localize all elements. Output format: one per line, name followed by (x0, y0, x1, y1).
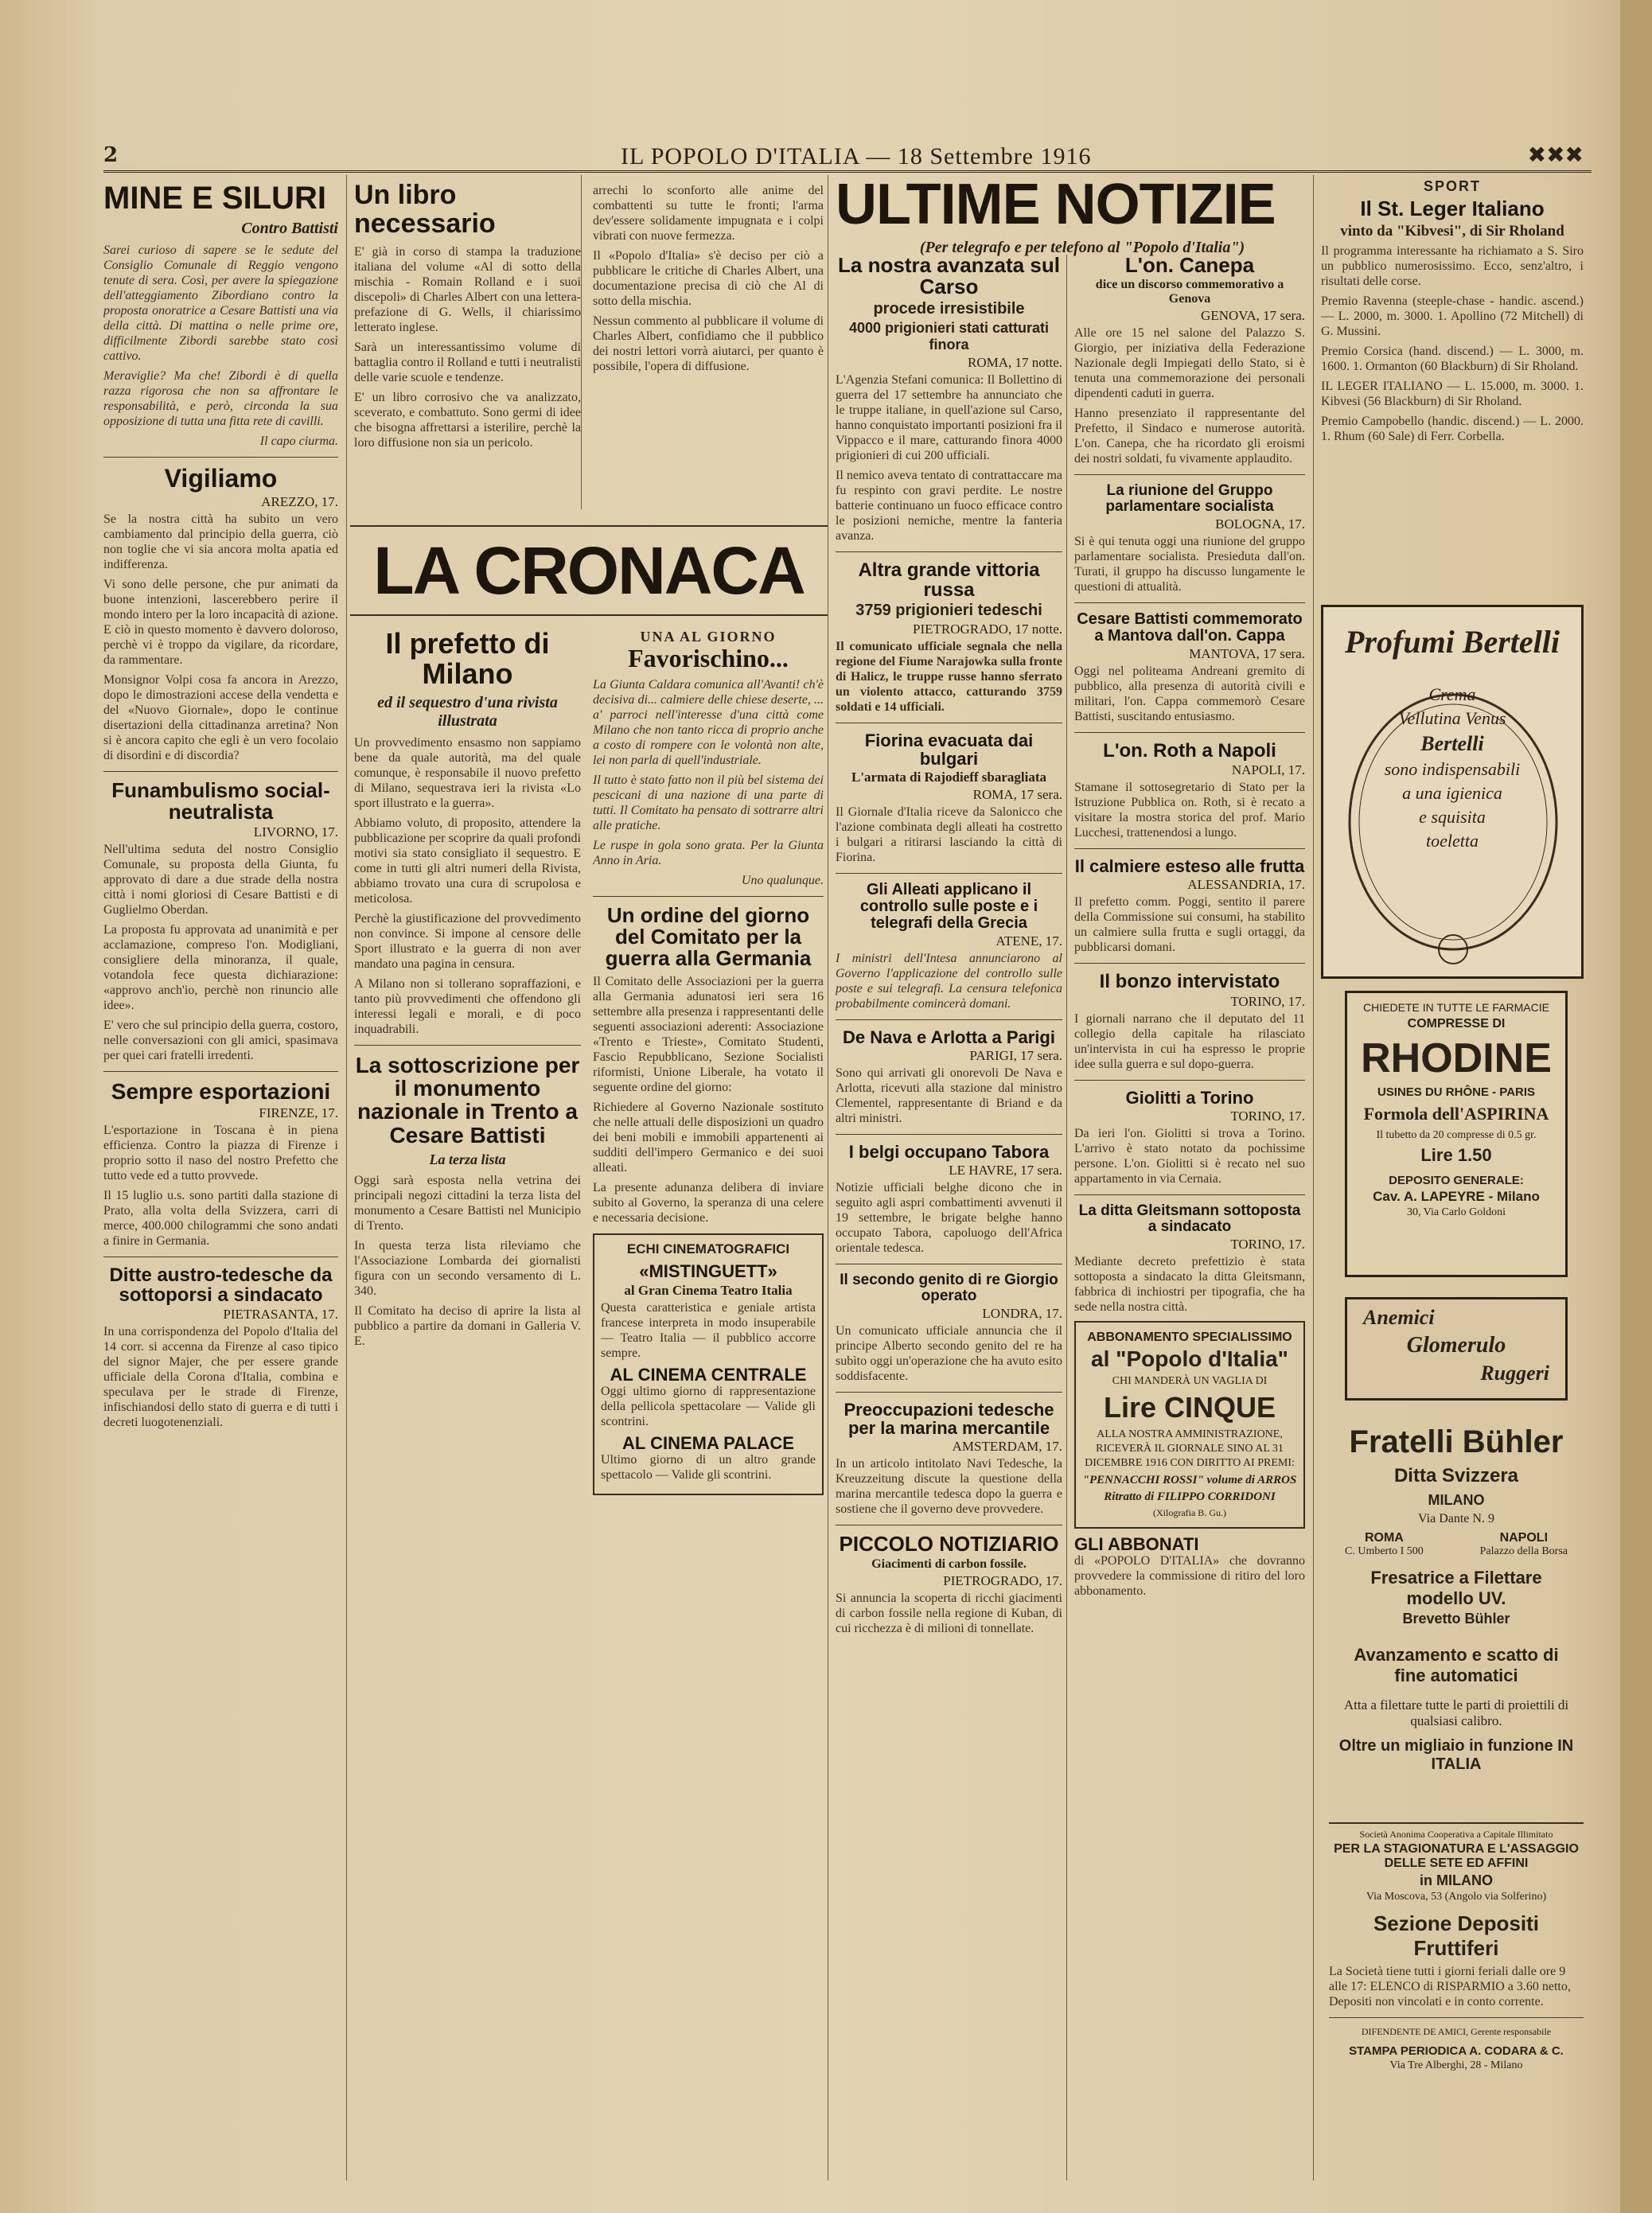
mistinguett-title: «MISTINGUETT» (639, 1261, 777, 1282)
russia-title: Altra grande vittoria russa (858, 559, 1040, 601)
societa-ad (1329, 1822, 1584, 2172)
sottoscrizione-subtitle: La terza lista (429, 1151, 506, 1168)
bonzo-dateline: TORINO, 17. (1230, 993, 1305, 1009)
bertelli-line5: a una igienica (1402, 783, 1502, 803)
prefetto-body-1: Un provvedimento ensasmo non sappiamo bene da quale autorità, ma del quale comunque, è responsabile il nuovo prefetto di Milano, sequestrava ieri la rivista «Lo sport illustrato e la guerra». (354, 735, 581, 810)
battisti-mantova-dateline: MANTOVA, 17 sera. (1189, 646, 1305, 662)
column-5 (1074, 255, 1305, 2180)
abbonamento-price: Lire CINQUE (1103, 1390, 1276, 1424)
vigiliamo-body-1: Se la nostra città ha subito un vero cambiamento dal principio della guerra, ciò non toglie che vi sia ancora molta apatia ed indifferenza. (103, 512, 338, 571)
divider (1329, 2017, 1584, 2018)
prefetto-body-2: Abbiamo voluto, di proposito, attendere la pubblicazione per scoprire da quali profondi motivi sia stato consigliato il sequestro. E come in tutti gli altri numeri della Rivista, abbiamo trovato una cura di scrupolosa e meticolosa. (354, 816, 581, 906)
buhler-napoli-address: Palazzo della Borsa (1479, 1545, 1568, 1557)
buhler-branch-roma (1345, 1528, 1424, 1558)
libro-body-1: E' già in corso di stampa la traduzione italiana del volume «Al di sotto della mischia - Romain Rolland e i suoi discepoli» di Charles Albert con una lettera-prefazione di G. Wells, il chiarissimo letterato inglese. (354, 245, 581, 335)
prefetto-body-4: A Milano non si tollerano sopraffazioni, e tanto più provvedimenti che offendono gli interessi legali e morali, e di poco inquadrabili. (354, 976, 581, 1036)
divider (1074, 848, 1305, 849)
favorischino-signature: Uno qualunque. (741, 873, 824, 887)
anemici-line3: Ruggeri (1480, 1362, 1549, 1385)
roth-body-1: Stamane il sottosegretario di Stato per la Istruzione Pubblica on. Roth, si è recato a visitare la mostra storica del prof. Mario Lucchesi, trattenendosi a lungo. (1074, 781, 1305, 840)
bertelli-line2: Vellutina Venus (1398, 708, 1506, 728)
tabora-body-1: Notizie ufficiali belghe dicono che in seguito agli aspri combattimenti avvenuti il 19 settembre, le brigate belghe hanno occupato Tabora, capoluogo dell'Africa orientale tedesca. (836, 1181, 1062, 1256)
fiorina-deck: L'armata di Rajodieff sbaragliata (851, 769, 1047, 785)
denava-body-1: Sono qui arrivati gli onorevoli De Nava e Arlotta, ricevuti alla stazione dal ministro Clementel, rappresentante di Briand e da altri ministri. (836, 1066, 1062, 1126)
favorischino-body-1: La Giunta Caldara comunica all'Avanti! ch'è decisiva di... calmiere delle chiese deserte, ... a' parroci nell'interesse d'una città come Milano che non tanto ricca di proprio anche a costo di rompere con le volontà non alte, lei non parla di quell'industriale. (593, 677, 824, 767)
sottoscrizione-body-2: In questa terza lista rileviamo che l'Associazione Lombarda dei giornalisti figura con un secondo versamento di L. 340. (354, 1239, 581, 1299)
grecia-body-1: I ministri dell'Intesa annunciarono al Governo l'applicazione del controllo sulle poste e sui telegrafi. La censura telefonica probabilmente comincerà domani. (836, 952, 1062, 1011)
esportazioni-body-2: Il 15 luglio u.s. sono partiti dalla stazione di Prato, alla volta della Svizzera, carri di merce, 400.000 chilogrammi che sono andati a finire in Germania. (103, 1188, 338, 1248)
abbonamento-line4: ALLA NOSTRA AMMINISTRAZIONE, RICEVERÀ IL GIORNALE SINO AL 31 DICEMBRE 1916 CON DIRITTO AI PREMI: (1085, 1428, 1295, 1469)
canepa-body-2: Hanno presenziato il rappresentante del Prefetto, il Sindaco e numerose autorità. L'on. Canepa, che ha ricordato gli eroismi dei nostri soldati, fu vivamente applaudito. (1074, 407, 1305, 466)
ultime-title: ULTIME NOTIZIE (836, 173, 1276, 236)
piccolo-body-1: Si annuncia la scoperta di ricchi giacimenti di carbon fossile nella regione di Kuban, di cui ricchezza è di milioni di tonnellate. (836, 1591, 1062, 1635)
buhler-product1: Fresatrice a Filettare modello UV. (1370, 1568, 1542, 1608)
bonzo-body-1: I giornali narrano che il deputato del 11 collegio della capitale ha rilasciato un'intervista in cui ha espresso le proprie idee sulla guerra e sul dopo-guerra. (1074, 1011, 1305, 1071)
cinema-box (593, 1233, 824, 1494)
rhodine-line1: CHIEDETE IN TUTTE LE FARMACIE (1363, 1001, 1549, 1014)
libro-body-3: E' un libro corrosivo che va analizzato, sceverato, e combattuto. Sono germi di idee che bisogna affrettarsi a isterilire, perchè la loro diffusione non sia un pericolo. (354, 391, 581, 450)
column-4-body (836, 255, 1062, 2180)
rhodine-price: Lire 1.50 (1420, 1145, 1492, 1165)
abbonamento-premio2: Ritratto di FILIPPO CORRIDONI (1104, 1490, 1276, 1503)
giolitti-body-1: Da ieri l'on. Giolitti si trova a Torino. L'arrivo è stato notato da pochissime persone. L'on. Giolitti si è recato nel suo appartamento in via Cernaia. (1074, 1126, 1305, 1186)
carso-body-2: Il nemico aveva tentato di contrattaccare ma fu respinto con gravi perdite. Le nostre batterie continuano un fuoco efficace contro le posizioni nemiche, mentre la fanteria avanza. (836, 468, 1062, 543)
divider (836, 873, 1062, 874)
ordine-body-3: La presente adunanza delibera di inviare subito al Governo, la speranza di una celere e necessaria decisione. (593, 1181, 824, 1225)
column-2-lower (354, 629, 581, 2180)
rhodine-line6: DEPOSITO GENERALE: (1389, 1174, 1524, 1187)
marina-title: Preoccupazioni tedesche per la marina mercantile (844, 1400, 1054, 1439)
abbonamento-line1: ABBONAMENTO SPECIALISSIMO (1087, 1330, 1292, 1344)
vigiliamo-body-3: Monsignor Volpi cosa fa ancora in Arezzo, dopo le dimostrazioni accese della vendetta e del «Nuovo Giornale», dopo le continue disertazioni della cittadinanza arretina? Non si è ancora capito che egli è un vero focolaio di disordini e di discordia? (103, 672, 338, 762)
sport-body-5: Premio Campobello (handic. discend.) — L. 2000. 1. Rhum (60 Sale) di Ferr. Corbella. (1321, 415, 1584, 444)
esportazioni-title: Sempre esportazioni (111, 1079, 331, 1105)
buhler-ad (1337, 1424, 1576, 1806)
abbonati-title: GLI ABBONATI (1074, 1533, 1199, 1554)
abbonamento-premio1: "PENNACCHI ROSSI" volume di ARROS (1082, 1473, 1297, 1486)
rhodine-line5: Il tubetto da 20 compresse di 0.5 gr. (1376, 1129, 1537, 1141)
mistinguett-text: Questa caratteristica e geniale artista francese interpreta in modo insuperabile — Teatro Italia — il pubblico accorre sempre. (601, 1300, 816, 1360)
libro-cont-3: Nessun commento al pubblicare il volume di Charles Albert, confidiamo che il pubblico dei nostri lettori vorrà aiutarci, per quanto è possibile, l'opera di diffusione. (593, 314, 824, 373)
sport-kicker: SPORT (1423, 178, 1481, 194)
societa-footer3: Via Tre Alberghi, 28 - Milano (1389, 2059, 1523, 2071)
rhodine-brand: RHODINE (1361, 1035, 1552, 1081)
battisti-mantova-title: Cesare Battisti commemorato a Mantova dall'on. Cappa (1077, 610, 1303, 645)
carso-dateline: ROMA, 17 notte. (968, 354, 1062, 370)
divider (103, 457, 338, 458)
divider (1074, 1080, 1305, 1081)
sport-body-2: Premio Ravenna (steeple-chase - handic. ascend.) — L. 2000, m. 3000. 1. Apollino (72 Mitchell) di G. Mussini. (1321, 294, 1584, 339)
buhler-product1b: Brevetto Bühler (1402, 1611, 1510, 1627)
societa-footer2: STAMPA PERIODICA A. CODARA & C. (1349, 2044, 1564, 2058)
column-rule (581, 175, 582, 509)
russia-dateline: PIETROGRADO, 17 notte. (913, 621, 1062, 637)
buhler-roma-address: C. Umberto I 500 (1345, 1545, 1424, 1557)
societa-line1: Società Anonima Cooperativa a Capitale Illimitato (1359, 1829, 1553, 1840)
cinema-box-title: ECHI CINEMATOGRAFICI (626, 1241, 790, 1257)
georgie-dateline: LONDRA, 17. (982, 1306, 1062, 1322)
esportazioni-body-1: L'esportazione in Toscana è in piena efficienza. Contro la piazza di Firenze i proprio sotto il naso del nostro Prefetto che tutto vede ed a tutto provvede. (103, 1123, 338, 1182)
rhodine-line7: Cav. A. LAPEYRE - Milano (1373, 1189, 1540, 1204)
buhler-address: Via Dante N. 9 (1418, 1512, 1494, 1525)
denava-title: De Nava e Arlotta a Parigi (843, 1027, 1055, 1048)
ditte-body-1: In una corrispondenza del Popolo d'Italia del 14 corr. si accenna da Firenze al caso tipico del signor Majer, che per essere grande ufficiale della Corona d'Italia, combina e speculava per le strade di Firenze, infischiandosi dello stato di guerra e di tutti i decreti luogotenenziali. (103, 1324, 338, 1429)
anemici-line2: Glomerulo (1406, 1333, 1506, 1358)
fiorina-title: Fiorina evacuata dai bulgari (864, 730, 1034, 769)
mine-subtitle: Contro Battisti (241, 220, 338, 237)
funambulismo-dateline: LIVORNO, 17. (253, 824, 338, 840)
page-number: 2 (103, 143, 119, 167)
divider (354, 1045, 581, 1046)
divider (836, 1392, 1062, 1393)
tabora-title: I belgi occupano Tabora (848, 1142, 1050, 1163)
buhler-brand: Fratelli Bühler (1349, 1424, 1564, 1459)
rhodine-line2: COMPRESSE DI (1407, 1017, 1506, 1031)
libro-body-2: Sarà un interessantissimo volume di battaglia contro il Rolland e tutti i neutralisti delle varie scuole e tendenze. (354, 341, 581, 385)
abbonamento-line3: CHI MANDERÀ UN VAGLIA DI (1112, 1374, 1268, 1387)
marina-dateline: AMSTERDAM, 17. (952, 1439, 1062, 1455)
masthead-title: IL POPOLO D'ITALIA — 18 Settembre 1916 (621, 143, 1092, 169)
palace-text: Ultimo giorno di un altro grande spettacolo — Valide gli scontrini. (601, 1452, 816, 1482)
column-1 (103, 175, 338, 2180)
grecia-dateline: ATENE, 17. (995, 933, 1062, 949)
canepa-body-1: Alle ore 15 nel salone del Palazzo S. Giorgio, per iniziativa della Federazione Nazionale degli Impiegati dello Stato, si è tenuta una commemorazione dei personali dipendenti caduti in guerra. (1074, 326, 1305, 401)
ordine-body-1: Il Comitato delle Associazioni per la guerra alla Germania adunatosi ieri sera 16 settembre alla presenza i rappresentanti delle seguenti associazioni aderenti: Associazione «Trento e Trieste», Comitato Studenti, Fascio Repubblicano, Sezione Socialisti riformisti, Unione Liberale, ha votato il seguente ordine del giorno: (593, 975, 824, 1095)
divider (836, 551, 1062, 552)
divider (1074, 732, 1305, 733)
societa-footer1: DIFENDENTE DE AMICI, Gerente responsabile (1361, 2026, 1552, 2037)
roth-title: L'on. Roth a Napoli (1103, 740, 1276, 762)
cronaca-banner-text: LA CRONACA (373, 533, 805, 608)
divider (1074, 602, 1305, 603)
gleitsmann-dateline: TORINO, 17. (1230, 1236, 1305, 1252)
sottoscrizione-title: La sottoscrizione per il monumento nazionale in Trento a Cesare Battisti (355, 1052, 580, 1147)
column-rule (1313, 175, 1314, 2180)
giolitti-dateline: TORINO, 17. (1230, 1108, 1305, 1124)
carso-body-1: L'Agenzia Stefani comunica: Il Bollettino di guerra del 17 settembre ha annunciato che le truppe italiane, in quell'azione sul Carso, hanno conquistato importanti posizioni fra il Vippacco e il mare, catturando finora 4000 prigionieri di cui 200 ufficiali. (836, 372, 1062, 462)
ultime-subtitle: (Per telegrafo e per telefono al "Popolo d'Italia") (919, 238, 1245, 256)
divider (1074, 1194, 1305, 1195)
societa-city: in MILANO (1420, 1872, 1493, 1888)
canepa-deck: dice un discorso commemorativo a Genova (1095, 278, 1284, 306)
masthead (103, 143, 1592, 173)
bertelli-line7: toeletta (1426, 831, 1479, 851)
canepa-dateline: GENOVA, 17 sera. (1201, 308, 1305, 324)
gleitsmann-title: La ditta Gleitsmann sottoposta a sindacato (1078, 1202, 1301, 1235)
cronaca-banner (350, 525, 828, 616)
buhler-branches (1337, 1528, 1576, 1558)
ordine-body-2: Richiedere al Governo Nazionale sostituto che nelle attuali delle disposizioni un quadro dei beni mobili e immobili appartenenti ai sudditi dell'impero Germanico e dei suoi alleati. (593, 1101, 824, 1175)
favorischino-body-2: Il tutto è stato fatto non il più bel sistema dei pescicani di una nazione di una parte di tutti. Il Comitato ha pensato di sottrarre altri alle pratiche. (593, 773, 824, 832)
piccolo-dateline: PIETROGRADO, 17. (943, 1572, 1062, 1588)
rhodine-line3: USINES DU RHÔNE - PARIS (1377, 1085, 1536, 1099)
georgie-body-1: Un comunicato ufficiale annuncia che il principe Alberto secondo genito del re ha subìto oggi un'operazione che ha avuto esito soddisfacente. (836, 1324, 1062, 1384)
abbonamento-box (1074, 1321, 1305, 1529)
divider (103, 1071, 338, 1072)
palace-title: AL CINEMA PALACE (622, 1432, 794, 1453)
mine-signature: Il capo ciurma. (259, 434, 338, 448)
sport-deck: vinto da "Kibvesi", di Sir Rholand (1340, 223, 1564, 240)
abbonamento-premio2-note: (Xilografia B. Gu.) (1153, 1506, 1226, 1518)
calmiere-dateline: ALESSANDRIA, 17. (1187, 877, 1305, 893)
buhler-branch-napoli (1480, 1528, 1568, 1558)
canepa-title: L'on. Canepa (1124, 255, 1255, 277)
sottoscrizione-body-3: Il Comitato ha deciso di aprire la lista al pubblico a partire da domani in Galleria V. E. (354, 1304, 581, 1349)
libro-cont-2: Il «Popolo d'Italia» s'è deciso per ciò a pubblicare le critiche di Charles Albert, una documentazione precisa di ciò che Al di sotto della mischia. (593, 249, 824, 308)
piccolo-subtitle: Giacimenti di carbon fossile. (871, 1557, 1027, 1571)
roth-dateline: NAPOLI, 17. (1231, 762, 1305, 778)
favorischino-title: Favorischino... (628, 644, 789, 672)
divider (593, 896, 824, 897)
georgie-title: Il secondo genito di re Giorgio operato (840, 1272, 1058, 1305)
bertelli-line1: Crema (1428, 684, 1476, 704)
calmiere-title: Il calmiere esteso alle frutta (1074, 856, 1305, 877)
favorischino-kicker: UNA AL GIORNO (640, 629, 777, 645)
ordine-title: Un ordine del giorno del Comitato per la guerra alla Germania (605, 902, 812, 971)
bertelli-line6: e squisita (1419, 807, 1486, 827)
bonzo-title: Il bonzo intervistato (1099, 971, 1280, 993)
abbonati-body: di «POPOLO D'ITALIA» che dovranno provvedere la commissione di ritiro del loro abbonamento. (1074, 1553, 1305, 1598)
societa-address: Via Moscova, 53 (Angolo via Solferino) (1366, 1891, 1547, 1903)
masthead-ornament: ✖✖✖ (1527, 142, 1584, 168)
battisti-mantova-body-1: Oggi nel politeama Andreani gremito di pubblico, alla presenza di autorità civili e militari, l'on. Cappa commemorò Cesare Battisti, suscitando entusiasmo. (1074, 664, 1305, 724)
sottoscrizione-body-1: Oggi sarà esposta nella vetrina dei principali negozi cittadini la terza lista del monumento a Cesare Battisti nel Municipio di Trento. (354, 1174, 581, 1233)
grecia-title: Gli Alleati applicano il controllo sulle poste e i telegrafi della Grecia (859, 881, 1038, 933)
anemici-ad (1345, 1297, 1568, 1401)
rhodine-line8: 30, Via Carlo Goldoni (1406, 1206, 1506, 1218)
sport-title: Il St. Leger Italiano (1360, 197, 1545, 220)
column-rule (1066, 255, 1067, 2180)
bertelli-line4: sono indispensabili (1384, 759, 1521, 779)
funambulismo-body-1: Nell'ultima seduta del nostro Consiglio Comunale, su proposta della Giunta, fu approvato di dare a due strade della nostra città i nomi gloriosi di Cesare Battisti e di Guglielmo Oberdan. (103, 843, 338, 918)
prefetto-subtitle: ed il sequestro d'una rivista illustrata (377, 693, 558, 730)
sport-body-4: IL LEGER ITALIANO — L. 15.000, m. 3000. 1. Kibvesi (56 Blackburn) di Sir Rholand. (1321, 380, 1584, 409)
vigiliamo-body-2: Vi sono delle persone, che pur animati da buone intenzioni, lascerebbero perire il mondo intero per la loro incapacità di azione. E ciò in questo momento è davvero doloroso, perchè vi è troppo da vigilare, da ricordare, da rammentare. (103, 577, 338, 667)
societa-line2: PER LA STAGIONATURA E L'ASSAGGIO DELLE SETE ED AFFINI (1334, 1842, 1579, 1870)
buhler-napoli: NAPOLI (1499, 1531, 1549, 1545)
rhodine-ad (1345, 991, 1568, 1277)
bertelli-ad (1321, 605, 1584, 979)
divider (1074, 474, 1305, 475)
favorischino-body-3: Le ruspe in gola sono grata. Per la Giunta Anno in Aria. (593, 838, 824, 867)
riunione-body-1: Si è qui tenuta oggi una riunione del gruppo parlamentare socialista. Presieduta dall'on. Turati, il gruppo ha discusso lungamente le questioni di attualità. (1074, 535, 1305, 594)
centrale-text: Oggi ultimo giorno di rappresentazione della pellicola spettacolare — Valide gli scontrini. (601, 1384, 816, 1428)
buhler-line1: Ditta Svizzera (1393, 1465, 1519, 1486)
sport-body-3: Premio Corsica (hand. discend.) — L. 3000, m. 1600. 1. Ormanton (60 Blackburn) di Sir Rholand. (1321, 345, 1584, 374)
libro-title: Un libro necessario (354, 180, 496, 239)
divider (103, 771, 338, 772)
giolitti-title: Giolitti a Torino (1125, 1087, 1254, 1108)
vigiliamo-title: Vigiliamo (164, 464, 278, 493)
mine-title: MINE E SILURI (103, 181, 327, 216)
buhler-roma: ROMA (1364, 1531, 1404, 1545)
calmiere-body-1: Il prefetto comm. Poggi, sentito il parere della Commissione sui consumi, ha stabilito un calmiere sulla frutta e sugli ortaggi, da pubblicarsi domani. (1074, 895, 1305, 955)
russia-body-1: Il comunicato ufficiale segnala che nella regione del Fiume Narajowka sulla fronte di Halicz, le truppe russe hanno sferrato un violento attacco, catturando 3759 soldati e 14 ufficiali. (836, 639, 1062, 714)
fiorina-dateline: ROMA, 17 sera. (972, 787, 1062, 803)
carso-title: La nostra avanzata sul Carso (838, 255, 1060, 299)
ditte-dateline: PIETRASANTA, 17. (223, 1306, 338, 1322)
sport-body-1: Il programma interessante ha richiamato a S. Siro un pubblico numerosissimo. Ecco, senz'altro, i risultati delle corse. (1321, 244, 1584, 289)
rhodine-line4: Formola dell'ASPIRINA (1363, 1104, 1549, 1124)
mine-body-2: Meraviglie? Ma che! Zibordi è di quella razza rigorosa che non sa affrontare le responsabilità, e però, circonda la sua opposizione di tutta una fitta rete di cavilli. (103, 369, 338, 428)
divider (1074, 963, 1305, 964)
riunione-title: La riunione del Gruppo parlamentare socialista (1105, 482, 1274, 516)
prefetto-title: Il prefetto di Milano (385, 629, 550, 690)
column-3-lower (593, 629, 824, 2180)
divider (836, 1019, 1062, 1020)
esportazioni-dateline: FIRENZE, 17. (259, 1105, 338, 1120)
buhler-city: MILANO (1428, 1492, 1485, 1508)
buhler-product2: Avanzamento e scatto di fine automatici (1354, 1645, 1559, 1685)
sport-column (1321, 175, 1584, 597)
marina-body-1: In un articolo intitolato Navi Tedesche, la Kreuzzeitung discute la questione della marina mercantile tedesca dopo la guerra e sostiene che il governo deve provvedere. (836, 1457, 1062, 1517)
gleitsmann-body-1: Mediante decreto prefettizio è stata sottoposta a sindacato la ditta Gleitsmann, fabbrica di inchiostri per tipografia, che ha sede nella nostra città. (1074, 1254, 1305, 1314)
carso-deck: procede irresistibile (873, 299, 1025, 318)
buhler-line3: Oltre un migliaio in funzione IN ITALIA (1338, 1737, 1574, 1773)
abbonamento-line2: al "Popolo d'Italia" (1091, 1346, 1288, 1371)
anemici-line1: Anemici (1363, 1306, 1435, 1329)
prefetto-body-3: Perchè la giustificazione del provvedimento non convince. Si impone al censore delle Sport illustrato e la guerra di non aver mandato una pagina in censura. (354, 911, 581, 971)
riunione-dateline: BOLOGNA, 17. (1215, 516, 1305, 532)
piccolo-title: PICCOLO NOTIZIARIO (839, 1532, 1059, 1557)
tabora-dateline: LE HAVRE, 17 sera. (949, 1163, 1062, 1179)
mistinguett-subtitle: al Gran Cinema Teatro Italia (624, 1282, 793, 1298)
funambulismo-body-3: E' vero che sul principio della guerra, costoro, nelle conversazioni con gli amici, spasimava per quei cari fratelli irredenti. (103, 1019, 338, 1063)
buhler-line2: Atta a filettare tutte le parti di proiettili di qualsiasi calibro. (1343, 1697, 1569, 1728)
societa-title: Sezione Depositi Fruttiferi (1373, 1911, 1540, 1960)
denava-dateline: PARIGI, 17 sera. (969, 1048, 1062, 1064)
societa-body: La Società tiene tutti i giorni feriali dalle ore 9 alle 17: ELENCO di RISPARMIO a 3.60 netto, Depositi non vincolati e in conto corrente. (1329, 1965, 1571, 2008)
divider (836, 1134, 1062, 1135)
centrale-title: AL CINEMA CENTRALE (610, 1364, 807, 1385)
bertelli-brand: Profumi Bertelli (1345, 624, 1560, 660)
libro-cont-1: arrechi lo sconforto alle anime del combattenti su tutte le fronti; l'arma dev'essere solidamente impugnata e i colpi vibrati con nuove fermezza. (593, 184, 824, 243)
funambulismo-body-2: La proposta fu approvata ad unanimità e per acclamazione, compreso l'on. Modigliani, consigliere della minoranza, il quale, votandola fece questa dichiarazione: «approvo anch'io, perchè non rinuncio alle idee». (103, 923, 338, 1013)
carso-deck-2: 4000 prigionieri stati catturati finora (848, 319, 1050, 353)
russia-deck: 3759 prigionieri tedeschi (855, 601, 1042, 619)
fiorina-body-1: Il Giornale d'Italia riceve da Salonicco che l'azione combinata degli alleati ha costretto i bulgari a ritirarsi lasciando la città di Fiorina. (836, 805, 1062, 865)
ditte-title: Ditte austro-tedesche da sottoporsi a sindacato (109, 1264, 333, 1306)
column-3-upper (593, 175, 824, 509)
bertelli-line3: Bertelli (1420, 732, 1484, 755)
vigiliamo-dateline: AREZZO, 17. (261, 493, 338, 509)
mine-body-1: Sarei curioso di sapere se le sedute del Consiglio Comunale di Reggio vengono tenute di sera. Così, per avere la spiegazione dell'atteggiamento Zibordiano contro la proposta onoratrice a Cesare Battisti una via della città. Di mattina o nelle prime ore, difficilmente Zibordi sarebbe stato così cattivo. (103, 244, 338, 363)
column-rule (346, 175, 347, 2180)
binding-edge (1620, 0, 1652, 2213)
funambulismo-title: Funambulismo social-neutralista (111, 777, 330, 824)
